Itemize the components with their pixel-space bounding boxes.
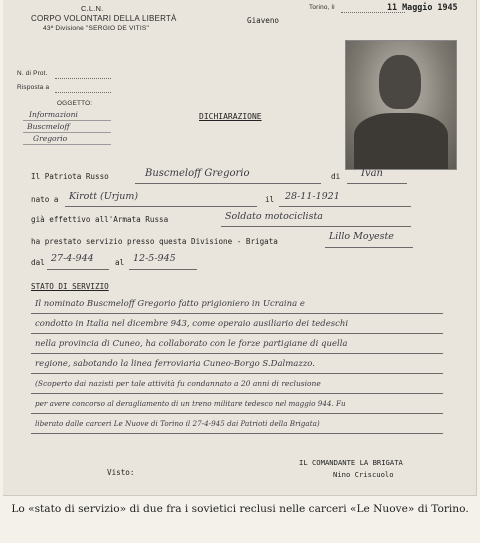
luogo-nascita-line [65, 206, 257, 207]
data-nascita: 28-11-1921 [285, 191, 340, 202]
dal-line [47, 269, 109, 270]
divisione: 43ª Divisione "SERGIO DE VITIS" [43, 25, 150, 32]
rule-4 [31, 373, 443, 374]
stato-line-1: Il nominato Buscmeloff Gregorio fatto prigioniero in Ucraina e [35, 299, 305, 309]
al-line [129, 269, 197, 270]
risposta-dots [55, 92, 111, 93]
il-label: il [265, 195, 275, 204]
patriota-label: Il Patriota Russo [31, 172, 109, 181]
data-dots [341, 12, 405, 13]
rule-5 [31, 393, 443, 394]
figure-caption: Lo «stato di servizio» di due fra i sovietici reclusi nelle carceri «Le Nuove» di Torino. [11, 503, 469, 515]
luogo: Giaveno [247, 16, 280, 25]
rule-3 [31, 353, 443, 354]
portrait-face [379, 55, 421, 109]
oggetto-line-1 [23, 120, 111, 121]
al: 12-5-945 [133, 253, 176, 264]
rule-1 [31, 313, 443, 314]
al-label: al [115, 258, 125, 267]
reparto-line [221, 226, 411, 227]
risposta-label: Risposta a [17, 84, 50, 91]
cln-label: C.L.N. [81, 4, 104, 13]
stato-line-5: (Scoperto dai nazisti per tale attività fu condannato a 20 anni di reclusione [35, 379, 321, 388]
prot-dots [55, 78, 111, 79]
stato-line-7: liberato dalle carceri Le Nuove di Torino il 27-4-945 dai Patrioti della Brigata) [35, 419, 320, 428]
stato-label: STATO DI SERVIZIO [31, 282, 109, 291]
luogo-nascita: Kirott (Urjum) [69, 191, 139, 202]
di-label: di [331, 172, 341, 181]
oggetto-1: Informazioni [29, 110, 78, 119]
rule-2 [31, 333, 443, 334]
doc-title: DICHIARAZIONE [199, 112, 262, 121]
servizio-label: ha prestato servizio presso questa Divisione - Brigata [31, 237, 278, 246]
prot-label: N. di Prot. [17, 70, 48, 77]
comandante-nome: Nino Criscuolo [333, 470, 394, 479]
oggetto-label: OGGETTO: [57, 100, 93, 107]
dal-label: dal [31, 258, 45, 267]
oggetto-2: Buscmeloff [27, 122, 70, 131]
data-label: Torino, li [309, 4, 335, 11]
brigata: Lillo Moyeste [329, 231, 394, 242]
stato-line-6: per avere concorso al deragliamento di un treno militare tedesco nel maggio 944. Fu [35, 399, 346, 408]
nome: Buscmeloff Gregorio [145, 168, 250, 179]
effettivo-label: già effettivo all'Armata Russa [31, 215, 169, 224]
corpo-volontari: CORPO VOLONTARI DELLA LIBERTÀ [31, 14, 177, 23]
padre: Ivan [361, 168, 384, 179]
visto-label: Visto: [107, 468, 135, 477]
data: 11 Maggio 1945 [387, 2, 458, 12]
oggetto-line-3 [23, 144, 111, 145]
portrait-photo [345, 40, 457, 170]
data-nascita-line [279, 206, 411, 207]
comandante-label: IL COMANDANTE LA BRIGATA [299, 458, 403, 467]
brigata-line [325, 247, 413, 248]
oggetto-line-2 [23, 132, 111, 133]
stato-line-2: condotto in Italia nel dicembre 943, come operaio ausiliario dei tedeschi [35, 319, 349, 329]
document-scan [3, 0, 477, 496]
rule-6 [31, 413, 443, 414]
portrait-shoulders [354, 113, 448, 169]
reparto: Soldato motociclista [225, 211, 323, 222]
rule-7 [31, 433, 443, 434]
stato-line-3: nella provincia di Cuneo, ha collaborato con le forze partigiane di quella [35, 339, 348, 349]
nato-label: nato a [31, 195, 59, 204]
oggetto-3: Gregorio [33, 134, 68, 143]
nome-line [135, 183, 321, 184]
padre-line [347, 183, 407, 184]
stato-line-4: regione, sabotando la linea ferroviaria Cuneo-Borgo S.Dalmazzo. [35, 359, 315, 369]
dal: 27-4-944 [51, 253, 94, 264]
